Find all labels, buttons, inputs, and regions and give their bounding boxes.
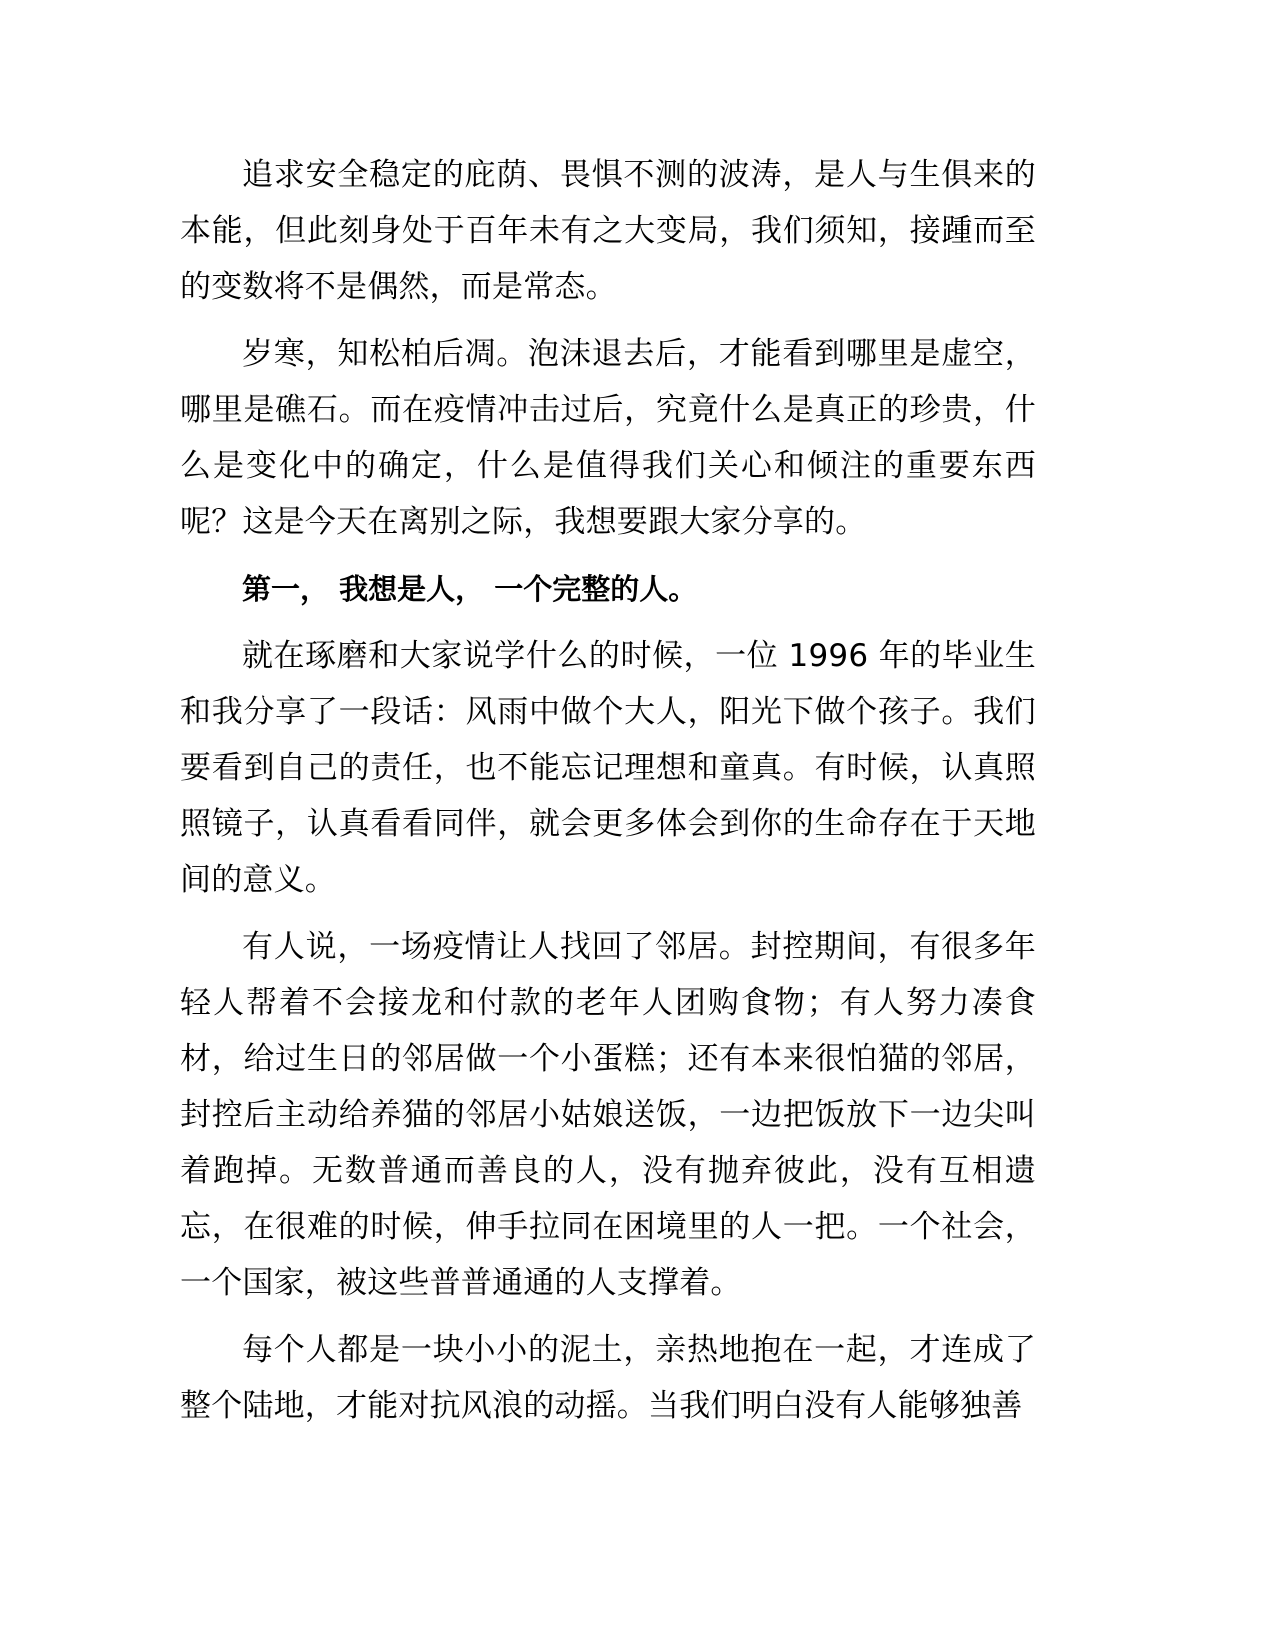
paragraph-pine: 岁寒，知松柏后凋。泡沫退去后，才能看到哪里是虚空，哪里是礁石。而在疫情冲击过后，究竟什么是真正的珍贵，什么是变化中的确定，什么是值得我们关心和倾注的重要东西呢？这是今天在离别之际，我想要跟大家分享的。 (180, 336, 1036, 540)
paragraph-intro: 追求安全稳定的庇荫、畏惧不测的波涛，是人与生俱来的本能，但此刻身处于百年未有之大变局，我们须知，接踵而至的变数将不是偶然，而是常态。 (180, 157, 1036, 305)
paragraph-neighbors: 有人说，一场疫情让人找回了邻居。封控期间，有很多年轻人帮着不会接龙和付款的老年人团购食物；有人努力凑食材，给过生日的邻居做一个小蛋糕；还有本来很怕猫的邻居，封控后主动给养猫的邻居小姑娘送饭，一边把饭放下一边尖叫着跑掉。无数普通而善良的人，没有抛弃彼此，没有互相遗忘，在很难的时候，伸手拉同在困境里的人一把。一个社会，一个国家，被这些普普通通的人支撑着。 (180, 929, 1036, 1301)
paragraph-soil: 每个人都是一块小小的泥土，亲热地抱在一起，才连成了整个陆地，才能对抗风浪的动摇。当我们明白没有人能够独善 (180, 1332, 1036, 1424)
section-heading: 第一， 我想是人， 一个完整的人。 (242, 572, 698, 606)
document-body (180, 147, 1036, 1445)
paragraph-graduate: 就在琢磨和大家说学什么的时候，一位 1996 年的毕业生和我分享了一段话：风雨中做个大人，阳光下做个孩子。我们要看到自己的责任，也不能忘记理想和童真。有时候，认真照照镜子，认真看看同伴，就会更多体会到你的生命存在于天地间的意义。 (180, 638, 1036, 898)
